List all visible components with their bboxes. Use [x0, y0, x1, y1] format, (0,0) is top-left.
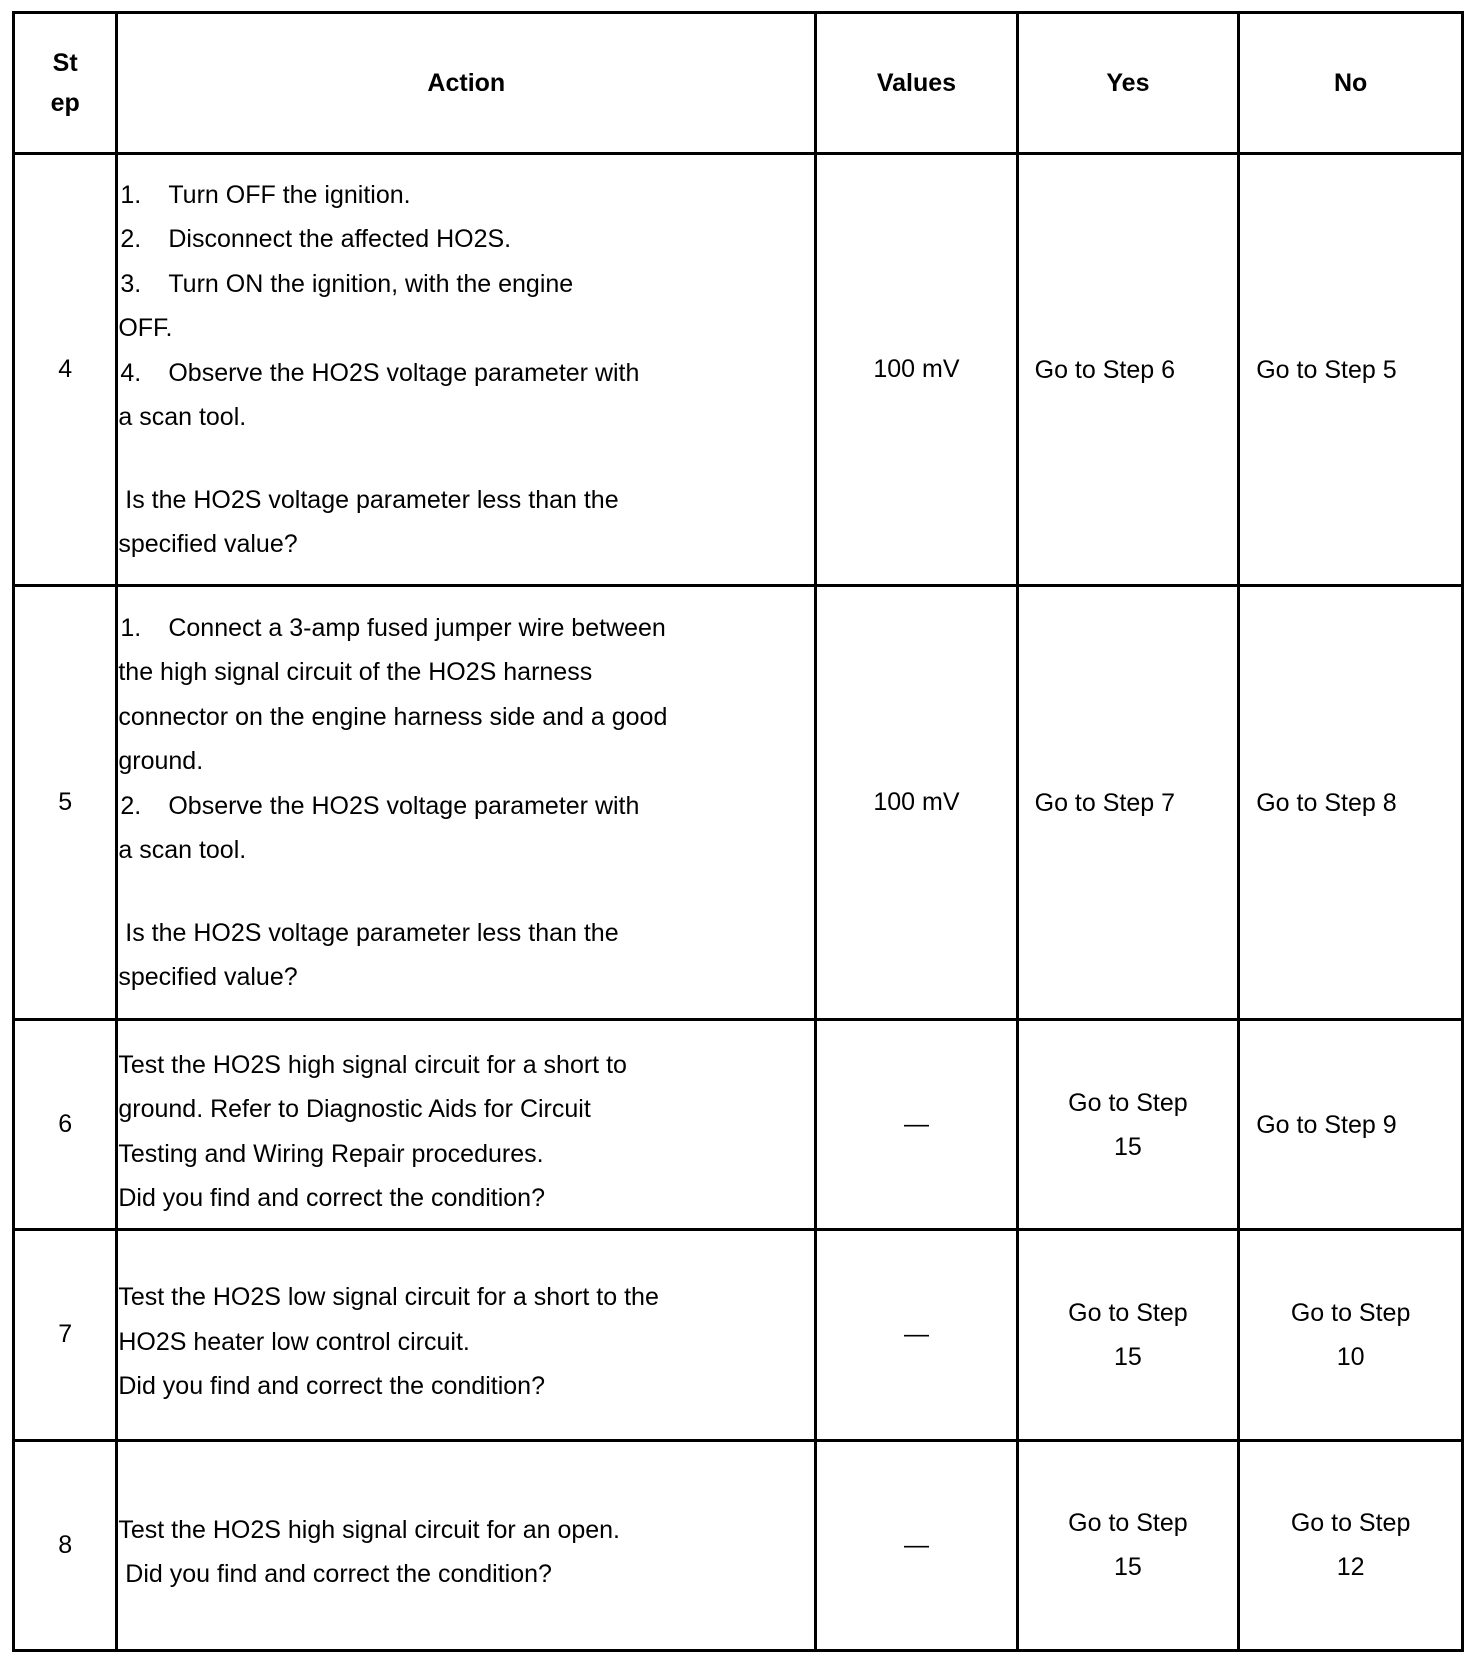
question-line: Is the HO2S voltage parameter less than the	[118, 485, 619, 514]
no-cell: Go to Step 12	[1239, 1440, 1463, 1650]
action-cell	[117, 1440, 816, 1650]
question-line: specified value?	[118, 963, 298, 992]
step-number: 6	[14, 1019, 117, 1229]
action-cell	[117, 1230, 816, 1440]
item-number: 4.	[120, 358, 142, 387]
action-line	[118, 351, 814, 396]
action-line: Test the HO2S high signal circuit for a short to	[118, 1050, 627, 1079]
table-row-step-8	[14, 1440, 1463, 1650]
action-line-cont: the high signal circuit of the HO2S harness connector on the engine harness side and a good ground.	[118, 658, 668, 776]
action-line	[118, 606, 814, 651]
item-number: 2.	[120, 791, 142, 820]
value-cell: 100 mV	[816, 154, 1017, 586]
item-number: 1.	[120, 180, 142, 209]
no-cell: Go to Step 10	[1239, 1230, 1463, 1440]
item-text: Turn OFF the ignition.	[168, 180, 411, 209]
diagnostic-table	[12, 11, 1464, 1652]
header-no: No	[1239, 13, 1463, 154]
action-line: ground. Refer to Diagnostic Aids for Circuit	[118, 1095, 591, 1124]
value-cell: —	[816, 1019, 1017, 1229]
question-line: Is the HO2S voltage parameter less than the	[118, 918, 619, 947]
step-number: 7	[14, 1230, 117, 1440]
item-number: 2.	[120, 225, 142, 254]
item-text: Observe the HO2S voltage parameter with	[168, 358, 640, 387]
no-cell: Go to Step 8	[1239, 586, 1463, 1020]
header-step-text: St ep	[50, 49, 80, 117]
header-step	[14, 13, 117, 154]
yes-cell: Go to Step 15	[1017, 1440, 1239, 1650]
action-line: Testing and Wiring Repair procedures.	[118, 1139, 544, 1168]
step-number: 5	[14, 586, 117, 1020]
item-text: Disconnect the affected HO2S.	[168, 225, 512, 254]
item-text: Turn ON the ignition, with the engine	[168, 269, 574, 298]
table-row-step-5	[14, 586, 1463, 1020]
action-line-cont: a scan tool.	[118, 403, 247, 432]
table-row-step-6	[14, 1019, 1463, 1229]
header-values: Values	[816, 13, 1017, 154]
action-cell	[117, 154, 816, 586]
action-cell	[117, 586, 816, 1020]
header-yes: Yes	[1017, 13, 1239, 154]
header-action: Action	[117, 13, 816, 154]
question-line: specified value?	[118, 530, 298, 559]
value-cell: 100 mV	[816, 586, 1017, 1020]
table-row-step-7	[14, 1230, 1463, 1440]
step-number: 4	[14, 154, 117, 586]
action-line-cont: a scan tool.	[118, 836, 247, 865]
value-cell: —	[816, 1440, 1017, 1650]
yes-cell: Go to Step 7	[1017, 586, 1239, 1020]
item-number: 3.	[120, 269, 142, 298]
action-line	[118, 217, 814, 262]
action-line-cont: OFF.	[118, 314, 173, 343]
yes-cell: Go to Step 15	[1017, 1230, 1239, 1440]
yes-cell: Go to Step 15	[1017, 1019, 1239, 1229]
item-text: Connect a 3-amp fused jumper wire between	[168, 613, 666, 642]
yes-cell: Go to Step 6	[1017, 154, 1239, 586]
no-cell: Go to Step 9	[1239, 1019, 1463, 1229]
action-line: Did you find and correct the condition?	[118, 1372, 545, 1401]
table-row-step-4	[14, 154, 1463, 586]
action-line: Did you find and correct the condition?	[118, 1184, 545, 1213]
action-line	[118, 784, 814, 829]
value-cell: —	[816, 1230, 1017, 1440]
item-text: Observe the HO2S voltage parameter with	[168, 791, 640, 820]
step-number: 8	[14, 1440, 117, 1650]
no-cell: Go to Step 5	[1239, 154, 1463, 586]
action-line: Did you find and correct the condition?	[118, 1560, 552, 1589]
header-row	[14, 13, 1463, 154]
action-line: HO2S heater low control circuit.	[118, 1327, 470, 1356]
action-line: Test the HO2S high signal circuit for an open.	[118, 1515, 621, 1544]
action-line	[118, 173, 814, 218]
item-number: 1.	[120, 613, 142, 642]
action-cell	[117, 1019, 816, 1229]
action-line	[118, 262, 814, 307]
action-line: Test the HO2S low signal circuit for a short to the	[118, 1283, 659, 1312]
